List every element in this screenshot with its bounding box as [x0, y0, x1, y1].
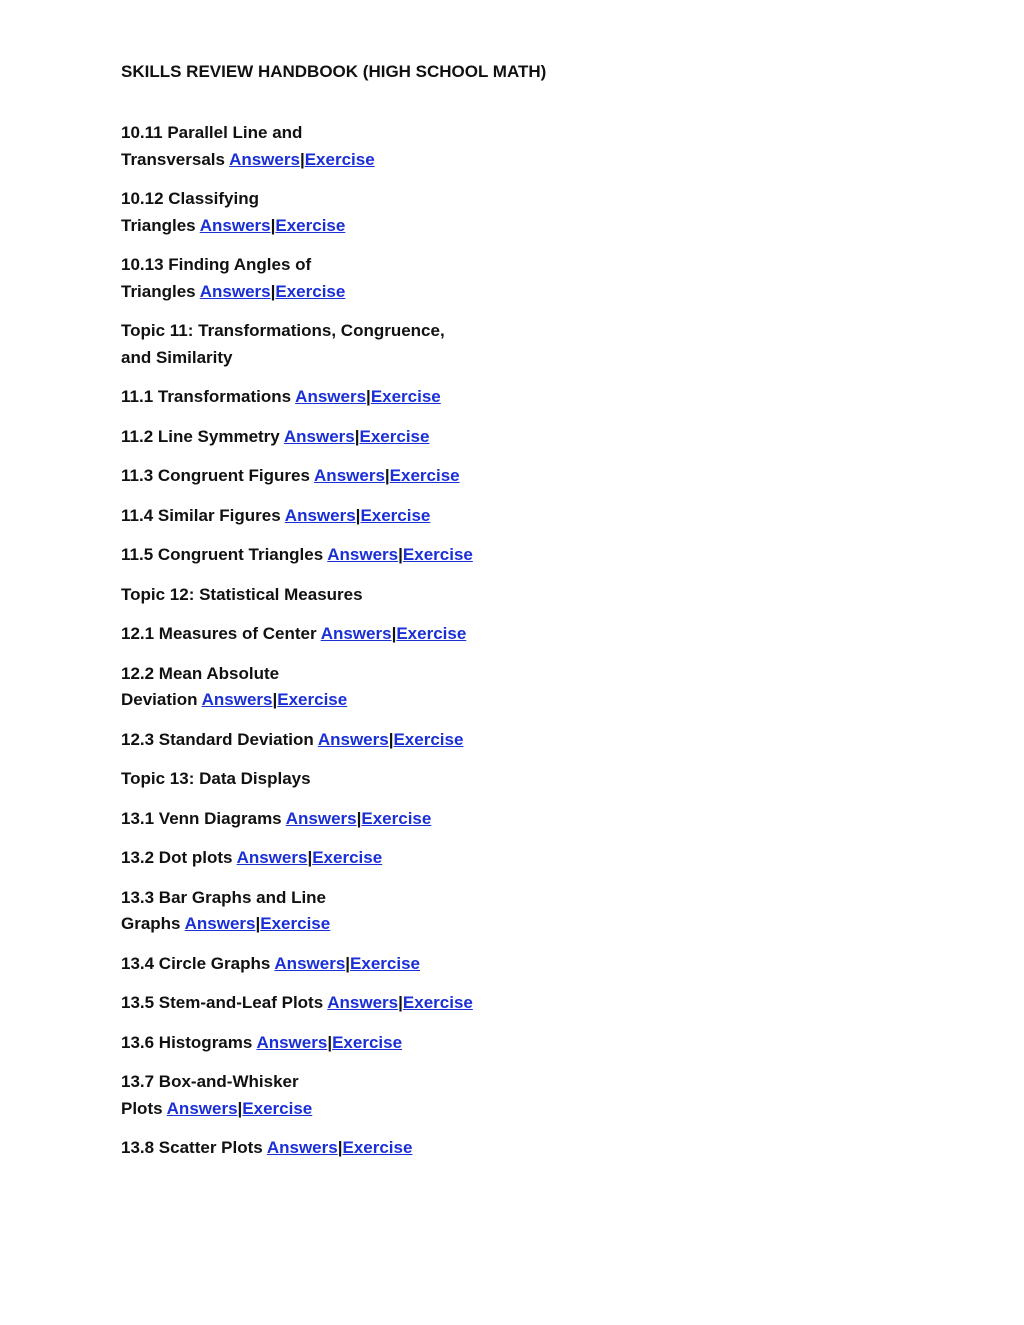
answers-link[interactable]: Answers	[284, 505, 356, 525]
link-separator: |	[337, 1138, 343, 1157]
exercise-link[interactable]: Exercise	[370, 387, 441, 406]
lesson-title-text: 13.8 Scatter Plots	[121, 1138, 263, 1157]
exercise-link[interactable]: Exercise	[312, 848, 383, 867]
link-separator: |	[354, 426, 360, 446]
lesson-title-line	[121, 885, 681, 912]
lesson-title-line	[121, 542, 681, 569]
link-separator: |	[237, 1098, 243, 1118]
exercise-link[interactable]: Exercise	[304, 149, 375, 169]
lesson-entry	[121, 621, 681, 648]
lesson-title-line	[121, 147, 681, 174]
lesson-title-text: 10.13 Finding Angles of	[121, 255, 312, 274]
lesson-entry	[121, 503, 681, 530]
exercise-link[interactable]: Exercise	[402, 545, 473, 564]
lesson-title-text: Triangles	[121, 281, 196, 301]
topic-heading-text: Topic 11: Transformations, Congruence,	[121, 321, 445, 340]
lesson-entry	[121, 806, 681, 833]
lesson-entry	[121, 1030, 681, 1057]
answers-link[interactable]: Answers	[295, 387, 367, 406]
exercise-link[interactable]: Exercise	[275, 281, 346, 301]
link-separator: |	[307, 848, 313, 867]
lesson-entry	[121, 727, 681, 754]
lesson-title-text: 13.7 Box-and-Whisker	[121, 1072, 299, 1091]
topic-heading-text: Topic 13: Data Displays	[121, 769, 311, 788]
lesson-title-text: 11.4 Similar Figures	[121, 505, 281, 525]
lesson-title-text: 11.2 Line Symmetry	[121, 426, 280, 446]
exercise-link[interactable]: Exercise	[393, 729, 464, 749]
lesson-title-text: 13.6 Histograms	[121, 1032, 253, 1052]
lesson-title-line	[121, 384, 681, 411]
link-separator: |	[255, 914, 261, 933]
exercise-link[interactable]: Exercise	[396, 624, 467, 643]
link-separator: |	[398, 545, 403, 564]
link-separator: |	[272, 690, 278, 709]
answers-link[interactable]: Answers	[166, 1098, 238, 1118]
exercise-link[interactable]: Exercise	[359, 426, 430, 446]
answers-link[interactable]: Answers	[320, 624, 392, 643]
exercise-link[interactable]: Exercise	[332, 1032, 403, 1052]
exercise-link[interactable]: Exercise	[260, 914, 331, 933]
lesson-title-text: 12.2 Mean Absolute	[121, 663, 280, 683]
topic-heading-line	[121, 345, 681, 372]
topic-heading	[121, 318, 681, 371]
lesson-title-line	[121, 990, 681, 1017]
link-separator: |	[384, 466, 390, 485]
topic-heading-line	[121, 582, 681, 609]
link-separator: |	[355, 505, 361, 525]
lesson-title-line	[121, 279, 681, 306]
lesson-title-line	[121, 1069, 681, 1096]
lesson-title-line	[121, 463, 681, 490]
link-separator: |	[299, 149, 305, 169]
lesson-entry	[121, 845, 681, 872]
exercise-link[interactable]: Exercise	[242, 1098, 313, 1118]
lesson-title-text: 11.1 Transformations	[121, 387, 292, 406]
lesson-title-text: 10.11 Parallel Line and	[121, 123, 303, 142]
lesson-title-text: 11.5 Congruent Triangles	[121, 545, 324, 564]
lesson-title-line	[121, 1030, 681, 1057]
topic-heading	[121, 766, 681, 793]
link-separator: |	[270, 215, 276, 235]
exercise-link[interactable]: Exercise	[275, 215, 346, 235]
lesson-title-line	[121, 845, 681, 872]
exercise-link[interactable]: Exercise	[277, 690, 348, 709]
link-separator: |	[356, 808, 362, 828]
lesson-title-line	[121, 951, 681, 978]
lesson-title-line	[121, 213, 681, 240]
answers-link[interactable]: Answers	[317, 729, 389, 749]
answers-link[interactable]: Answers	[184, 914, 256, 933]
lesson-title-text: 11.3 Congruent Figures	[121, 466, 310, 485]
exercise-link[interactable]: Exercise	[361, 808, 432, 828]
link-separator: |	[388, 729, 394, 749]
lesson-title-line	[121, 661, 681, 688]
lesson-title-text: 12.1 Measures of Center	[121, 624, 317, 643]
topic-heading-line	[121, 318, 681, 345]
lesson-title-text: Plots	[121, 1098, 163, 1118]
link-separator: |	[327, 1032, 333, 1052]
lesson-entry	[121, 424, 681, 451]
exercise-link[interactable]: Exercise	[342, 1138, 413, 1157]
answers-link[interactable]: Answers	[229, 149, 300, 169]
exercise-link[interactable]: Exercise	[402, 993, 473, 1012]
lesson-title-line	[121, 424, 681, 451]
lesson-title-text: Transversals	[121, 149, 225, 169]
lesson-title-line	[121, 120, 681, 147]
lesson-title-text: 13.2 Dot plots	[121, 848, 233, 867]
lesson-entry	[121, 384, 681, 411]
lesson-entry	[121, 120, 681, 173]
answers-link[interactable]: Answers	[199, 281, 271, 301]
answers-link[interactable]: Answers	[283, 426, 355, 446]
lesson-title-text: 13.1 Venn Diagrams	[121, 808, 282, 828]
lesson-title-line	[121, 252, 681, 279]
lesson-title-line	[121, 186, 681, 213]
page-title: SKILLS REVIEW HANDBOOK (HIGH SCHOOL MATH)	[121, 62, 547, 81]
lesson-entry	[121, 885, 681, 938]
answers-link[interactable]: Answers	[327, 993, 399, 1012]
lesson-title-text: Triangles	[121, 215, 196, 235]
link-separator: |	[398, 993, 403, 1012]
lesson-title-text: 13.5 Stem-and-Leaf Plots	[121, 993, 324, 1012]
lesson-title-line	[121, 687, 681, 714]
lesson-title-line	[121, 503, 681, 530]
topic-heading	[121, 582, 681, 609]
exercise-link[interactable]: Exercise	[389, 466, 460, 485]
lesson-title-line	[121, 621, 681, 648]
answers-link[interactable]: Answers	[266, 1138, 338, 1157]
exercise-link[interactable]: Exercise	[360, 505, 431, 525]
topic-heading-line	[121, 766, 681, 793]
lesson-entry	[121, 1069, 681, 1122]
lesson-title-line	[121, 727, 681, 754]
lesson-title-line	[121, 1135, 681, 1162]
answers-link[interactable]: Answers	[199, 215, 271, 235]
lesson-title-text: Graphs	[121, 914, 181, 933]
answers-link[interactable]: Answers	[314, 466, 385, 485]
lesson-title-text: 12.3 Standard Deviation	[121, 729, 314, 749]
answers-link[interactable]: Answers	[201, 690, 273, 709]
lesson-entry	[121, 951, 681, 978]
answers-link[interactable]: Answers	[327, 545, 399, 564]
lesson-entry	[121, 542, 681, 569]
lesson-entry	[121, 661, 681, 714]
lesson-title-line	[121, 1096, 681, 1123]
answers-link[interactable]: Answers	[256, 1032, 328, 1052]
answers-link[interactable]: Answers	[285, 808, 357, 828]
lesson-title-text: 10.12 Classifying	[121, 189, 259, 208]
lesson-title-text: 13.3 Bar Graphs and Line	[121, 887, 327, 907]
topic-heading-text: and Similarity	[121, 347, 233, 367]
lesson-title-text: 13.4 Circle Graphs	[121, 953, 271, 973]
topic-heading-text: Topic 12: Statistical Measures	[121, 584, 363, 604]
lesson-entry	[121, 252, 681, 305]
lesson-entry	[121, 990, 681, 1017]
link-separator: |	[366, 387, 371, 406]
link-separator: |	[270, 281, 276, 301]
answers-link[interactable]: Answers	[236, 848, 308, 867]
lesson-title-line	[121, 911, 681, 938]
answers-link[interactable]: Answers	[274, 953, 346, 973]
lesson-entry	[121, 186, 681, 239]
exercise-link[interactable]: Exercise	[350, 953, 420, 973]
link-separator: |	[345, 953, 351, 973]
entry-list	[121, 120, 681, 1175]
lesson-entry	[121, 463, 681, 490]
lesson-title-line	[121, 806, 681, 833]
lesson-title-text: Deviation	[121, 690, 198, 709]
link-separator: |	[391, 624, 397, 643]
lesson-entry	[121, 1135, 681, 1162]
